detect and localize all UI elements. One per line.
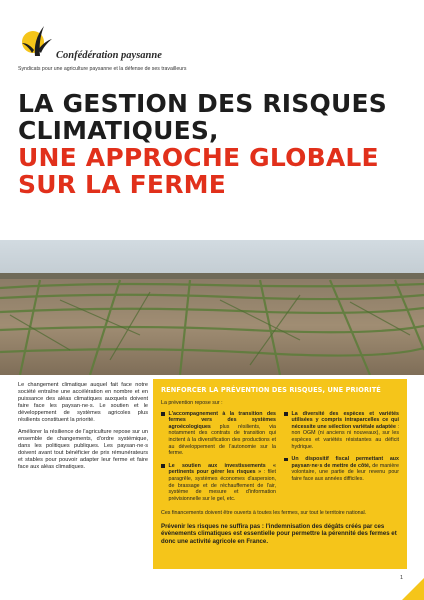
box-funding-note: Ces financements doivent être ouverts à toutes les fermes, sur tout le territoire national. — [161, 510, 367, 517]
sun-sprout-logo-icon — [18, 20, 54, 60]
box-title: RENFORCER LA PRÉVENTION DES RISQUES, UNE PRIORITÉ — [161, 386, 381, 394]
bullet-4-text: de manière volontaire, une partie de leur revenu pour faire face aux années difficiles. — [291, 462, 399, 482]
title-line-2: CLIMATIQUES, — [18, 116, 219, 145]
cracked-field-photo — [0, 240, 424, 375]
title-line-1: LA GESTION DES RISQUES — [18, 89, 387, 118]
box-conclusion: Prévenir les risques ne suffira pas : l'indemnisation des dégâts créés par ces évènements climatiques est essentielle pour permettre la pérennité des fermes et donc une activité agricole en France. — [161, 522, 397, 545]
box-column-right — [284, 411, 399, 509]
bullet-item — [284, 456, 399, 482]
bullet-3-bold: La diversité des espèces et variétés utilisées y compris intraparcelles ce qui nécessite une sélection variétale adaptée — [291, 410, 399, 430]
corner-triangle-decoration — [402, 578, 424, 600]
box-column-left — [161, 411, 276, 509]
bullet-item — [284, 411, 399, 451]
bullet-item — [161, 463, 276, 503]
title-line-4: SUR LA FERME — [18, 170, 227, 199]
brand-tagline: Syndicats pour une agriculture paysanne et la défense de ses travailleurs — [18, 66, 187, 72]
prevention-box — [153, 379, 407, 569]
box-columns — [161, 411, 399, 509]
bullet-square-icon — [284, 412, 288, 416]
bullet-3-text: : non OGM (ni anciens ni nouveaux), sur les espèces et variétés résistantes au déficit hydrique. — [291, 423, 399, 450]
intro-paragraph-2: Améliorer la résilience de l'agriculture repose sur un ensemble de changements, d'ordre systémique, dans les politiques publiques. Les paysan·ne·s doivent avant tout bénéficier de prix rémunérateurs et stables pour pouvoir adapter leur ferme et faire face aux aléas climatiques. — [18, 429, 148, 470]
bullet-square-icon — [161, 412, 165, 416]
brand-name: Confédération paysanne — [56, 50, 162, 61]
bullet-2-bold: Le soutien aux investissements « pertinents pour gérer les risques » — [168, 462, 276, 476]
intro-column — [18, 382, 148, 477]
bullet-square-icon — [161, 464, 165, 468]
bullet-square-icon — [284, 458, 288, 462]
title-line-3: UNE APPROCHE GLOBALE — [18, 143, 379, 172]
page-number: 1 — [400, 575, 404, 581]
page-title — [18, 90, 418, 198]
intro-paragraph-1: Le changement climatique auquel fait face notre société entraîne une accélération en nombre et en puissance des aléas climatiques auxquels doivent faire face les paysan·ne·s. Le soutien et le développement de systèmes agricoles plus résilients constituent la priorité. — [18, 382, 148, 423]
bullet-1-bold: L'accompagnement à la transition des fermes vers des systèmes agroécologiques — [168, 410, 276, 430]
bullet-item — [161, 411, 276, 457]
bullet-1-text: plus résilients, via notamment des contrats de transition qui incitent à la diversification des productions et au développement de l'autonomie sur la ferme. — [168, 423, 276, 457]
bullet-4-bold: Un dispositif fiscal permettant aux paysan·ne·s de mettre de côté, — [291, 456, 399, 469]
bullet-2-text: : filet paragrêle, systèmes économes d'aspersion, de brassage et de réchauffement de l'air, système de mesure et d'information prévisionnelle sur le gel, etc. — [168, 469, 276, 502]
box-intro: La prévention repose sur : — [161, 400, 223, 406]
